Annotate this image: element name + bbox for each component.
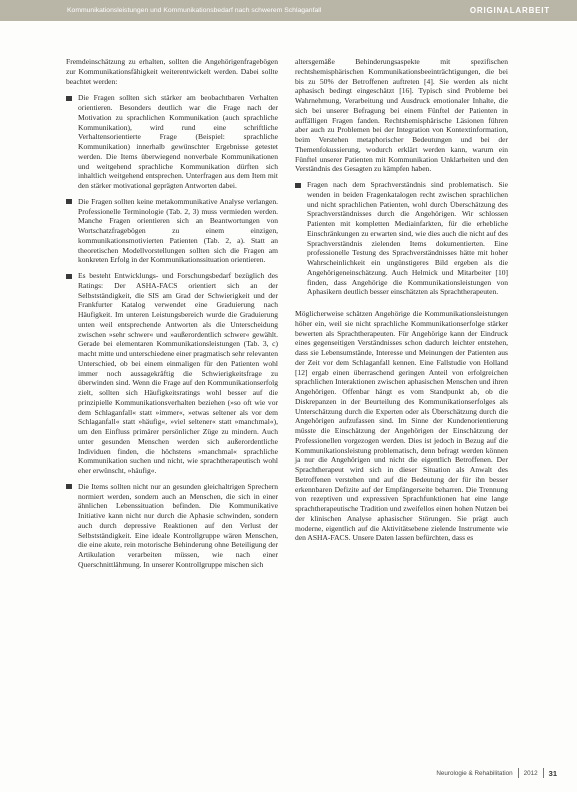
list-item (66, 93, 278, 191)
bullet-square-icon (66, 484, 72, 489)
page-footer (295, 767, 557, 779)
page-header (0, 0, 577, 21)
page-number: 31 (548, 768, 557, 778)
journal-name: Neurologie & Rehabilitation (436, 769, 513, 777)
journal-issue: 2012 (523, 769, 538, 777)
list-item (66, 197, 278, 265)
section-label: ORIGINALARBEIT (469, 6, 550, 15)
right-body-paragraph: Möglicherweise schätzen Angehörige die Kommunikationsleistungen höher ein, weil sie nicht sprachliche Kommunikationserfolge stärker bewerten als Sprachtherapeuten. Für Angehörige kann der Eindruck eines gegenseitigen Verständnisses schon dadurch leichter entstehen, dass sie Lebensumstände, Interesse und Meinungen der Patienten aus der Zeit vor dem Schlaganfall kennen. Eine Fallstudie von Holland [12] ergab einen überraschend geringen Anteil von erfolgreichen sprachlichen Interaktionen zwischen aphasischen Menschen und ihren Angehörigen. Offenbar hängt es vom Standpunkt ab, ob die Diskrepanzen in der Beurteilung des Kommunikationserfolges als Unterschätzung durch die Experten oder als Überschätzung durch die Angehörigen aufzufassen sind. Im Sinne der Kundenorientierung müsste die Einschätzung der Angehörigen der Einschätzung der Professionellen vorgezogen werden. Dies ist jedoch in Bezug auf die Kommunikationsleistung problematisch, denn befragt werden können ja nur die Angehörigen und nicht die eigentlich Betroffenen. Der Sprachtherapeut wird sich in dieser Situation als Anwalt des Betroffenen verstehen und auf die Bedeutung der für ihn besser erkennbaren Defizite auf der Empfängerseite beharren. Die Trennung von rezeptiven und expressiven Sprachfunktionen hat eine lange sprachtherapeutische Tradition und zweifellos einen hohen Nutzen bei der klinischen Analyse aphasischer Störungen. Sie prägt auch moderne, eigentlich auf die Aktivitätsebene zielende Instrumente wie den ASHA-FACS. Unsere Daten lassen befürchten, dass es (295, 309, 508, 543)
list-item-text: Fragen nach dem Sprachverständnis sind problematisch. Sie wenden in beiden Fragenkatalogen recht zwischen sprachlichen und nicht sprachlichen Patienten, wohl durch Überschätzung des Sprachverständnisses durch die Angehörigen. Wir schlossen Patienten mit kompletten Mediainfarkten, für die erhebliche Einschränkungen zu erwarten sind, wie dies auch die nicht auf des Sprachverständnis zielenden Items dokumentierten. Eine professionelle Testung des Sprachverständnisses hätte mit hoher Wahrscheinlichkeit ein ungünstigeres Bild ergeben als die Angehörigeneinschätzung. Auch Helmick und Mitarbeiter [10] finden, dass Angehörige die Kommunikationsleistungen von Aphasikern deutlich besser einschätzten als Sprachtherapeuten. (307, 180, 508, 297)
footer-divider (543, 768, 544, 778)
bullet-square-icon (295, 183, 301, 188)
list-item (295, 180, 508, 297)
right-column (295, 57, 508, 543)
running-title: Kommunikationsleistungen und Kommunikationsbedarf nach schwerem Schlaganfall (67, 7, 322, 14)
bullet-square-icon (66, 199, 72, 204)
list-item (66, 271, 278, 476)
footer-divider (518, 768, 519, 778)
bullet-square-icon (66, 274, 72, 279)
left-intro-paragraph: Fremdeinschätzung zu erhalten, sollten die Angehörigenfragebögen zur Kommunikationsfähigkeit weiterentwickelt werden. Dabei sollte beachtet werden: (66, 57, 278, 86)
list-item-text: Die Fragen sollten keine metakommunikative Analyse verlangen. Professionelle Terminologie (Tab. 2, 3) muss vermieden werden. Manche Fragen orientieren sich an Beantwortungen von Wortschatzfragebögen zu einem einzigen, kommunikationsmotivierten Patienten (Tab. 2, a). Statt an theoretischen Modellvorstellungen sollten sich die Fragen am konkreten Erfolg in der Kommunikationssituation orientieren. (78, 196, 278, 265)
list-item-text: Es besteht Entwicklungs- und Forschungsbedarf bezüglich des Ratings: Der ASHA-FACS orientiert sich an der Selbstständigkeit, die SIS am Grad der Schwierigkeit und der Frankfurter Katalog verwendet eine Graduierung nach Häufigkeit. Im unteren Leistungsbereich wurde die Graduierung unten weil entsprechende Antworten als die Unterscheidung zwischen »sehr schwer« und »außerordentlich schwer« gewählt. Gerade bei elementaren Kommunikationsleistungen (Tab. 3, c) macht mitte und unterschiedene einer pragmatisch sehr relevanten Unterschied, ob bei einem einmaligen für den Patienten wohl immer noch aussagekräftig die Schwierigkeitsfrage zu überwinden sind. Wenn die Frage auf den Kommunikationserfolg zielt, sollten sich Häufigkeitsratings wohl besser auf die prinzipielle Kommunikationsverhalten beziehen (»so oft wie vor dem Schlaganfall« statt »immer«, »etwas seltener als vor dem Schlaganfall« statt »häufig«, »viel seltener« statt »manchmal«), um den Einfluss primärer persönlicher Züge zu mindern. Auch unter gesunden Menschen werden sich außerordentliche Individuen finden, die höchstens »manchmal« sprachliche Kommunikation suchen und nicht, wie sprachtherapeutisch wohl eher erwünscht, »häufig«. (78, 271, 278, 475)
right-top-paragraph: altersgemäße Behinderungsaspekte mit spezifischen rechtshemisphärischen Kommunikationsbeeinträchtigungen, die bei bis zu 50% der Betroffenen auftreten [4]. Sie werden als nicht aphasisch bedingt eingeschätzt [16]. Typisch sind Probleme bei Wahrnehmung, Verarbeitung und Ausdruck emotionaler Inhalte, die sich bei unserer Befragung bei einem Fünftel der Patienten in auffälligen Fragen fanden. Rechtshemisphärische Läsionen führen aber auch zu Problemen bei der Integration von Kontextinformation, beim Verstehen metaphorischer Bedeutungen und bei der Themenfokussierung, wodurch erklärt werden kann, warum ein Fünftel unserer Patienten mit Kommunikation Unklarheiten und den Verständnis des Gesagten zu kämpfen haben. (295, 57, 508, 174)
list-item (66, 482, 278, 570)
list-item-text: Die Fragen sollten sich stärker am beobachtbaren Verhalten orientieren. Besonders deutlich war die Frage nach der Motivation zu sprachlichen Kommunikation (auch sprachliche Kommunikation), wird rund eine schriftliche Verhaltensorientierte Frage (Beispiel: sprachliche Kommunikation) innerhalb gewünschter Ergebnisse getestet werden. Die Items überwiegend nonverbale Kommunikationen und weitgehend sprachliche Kommunikation dürften sich inhaltlich weitgehend entsprechen. Unterfragen aus dem Item mit den stärker motivational geprägten Antworten dabei. (78, 93, 278, 190)
bullet-square-icon (66, 96, 72, 101)
left-column (66, 57, 278, 570)
list-item-text: Die Items sollten nicht nur an gesunden gleichaltrigen Sprechern normiert werden, sondern auch an Menschen, die sich in einer ähnlichen Lebenssituation befinden. Die Kommunikative Initiative kann nicht nur durch die Aphasie schwinden, sondern auch durch depressive Reaktionen auf den Verlust der Selbstständigkeit. Eine ideale Kontrollgruppe wären Menschen, die eine akute, rein motorische Behinderung ohne Beteiligung der Artikulation verarbeiten müssen, wie nach einer Querschnittlähmung. In unserer Kontrollgruppe mischen sich (78, 481, 278, 569)
